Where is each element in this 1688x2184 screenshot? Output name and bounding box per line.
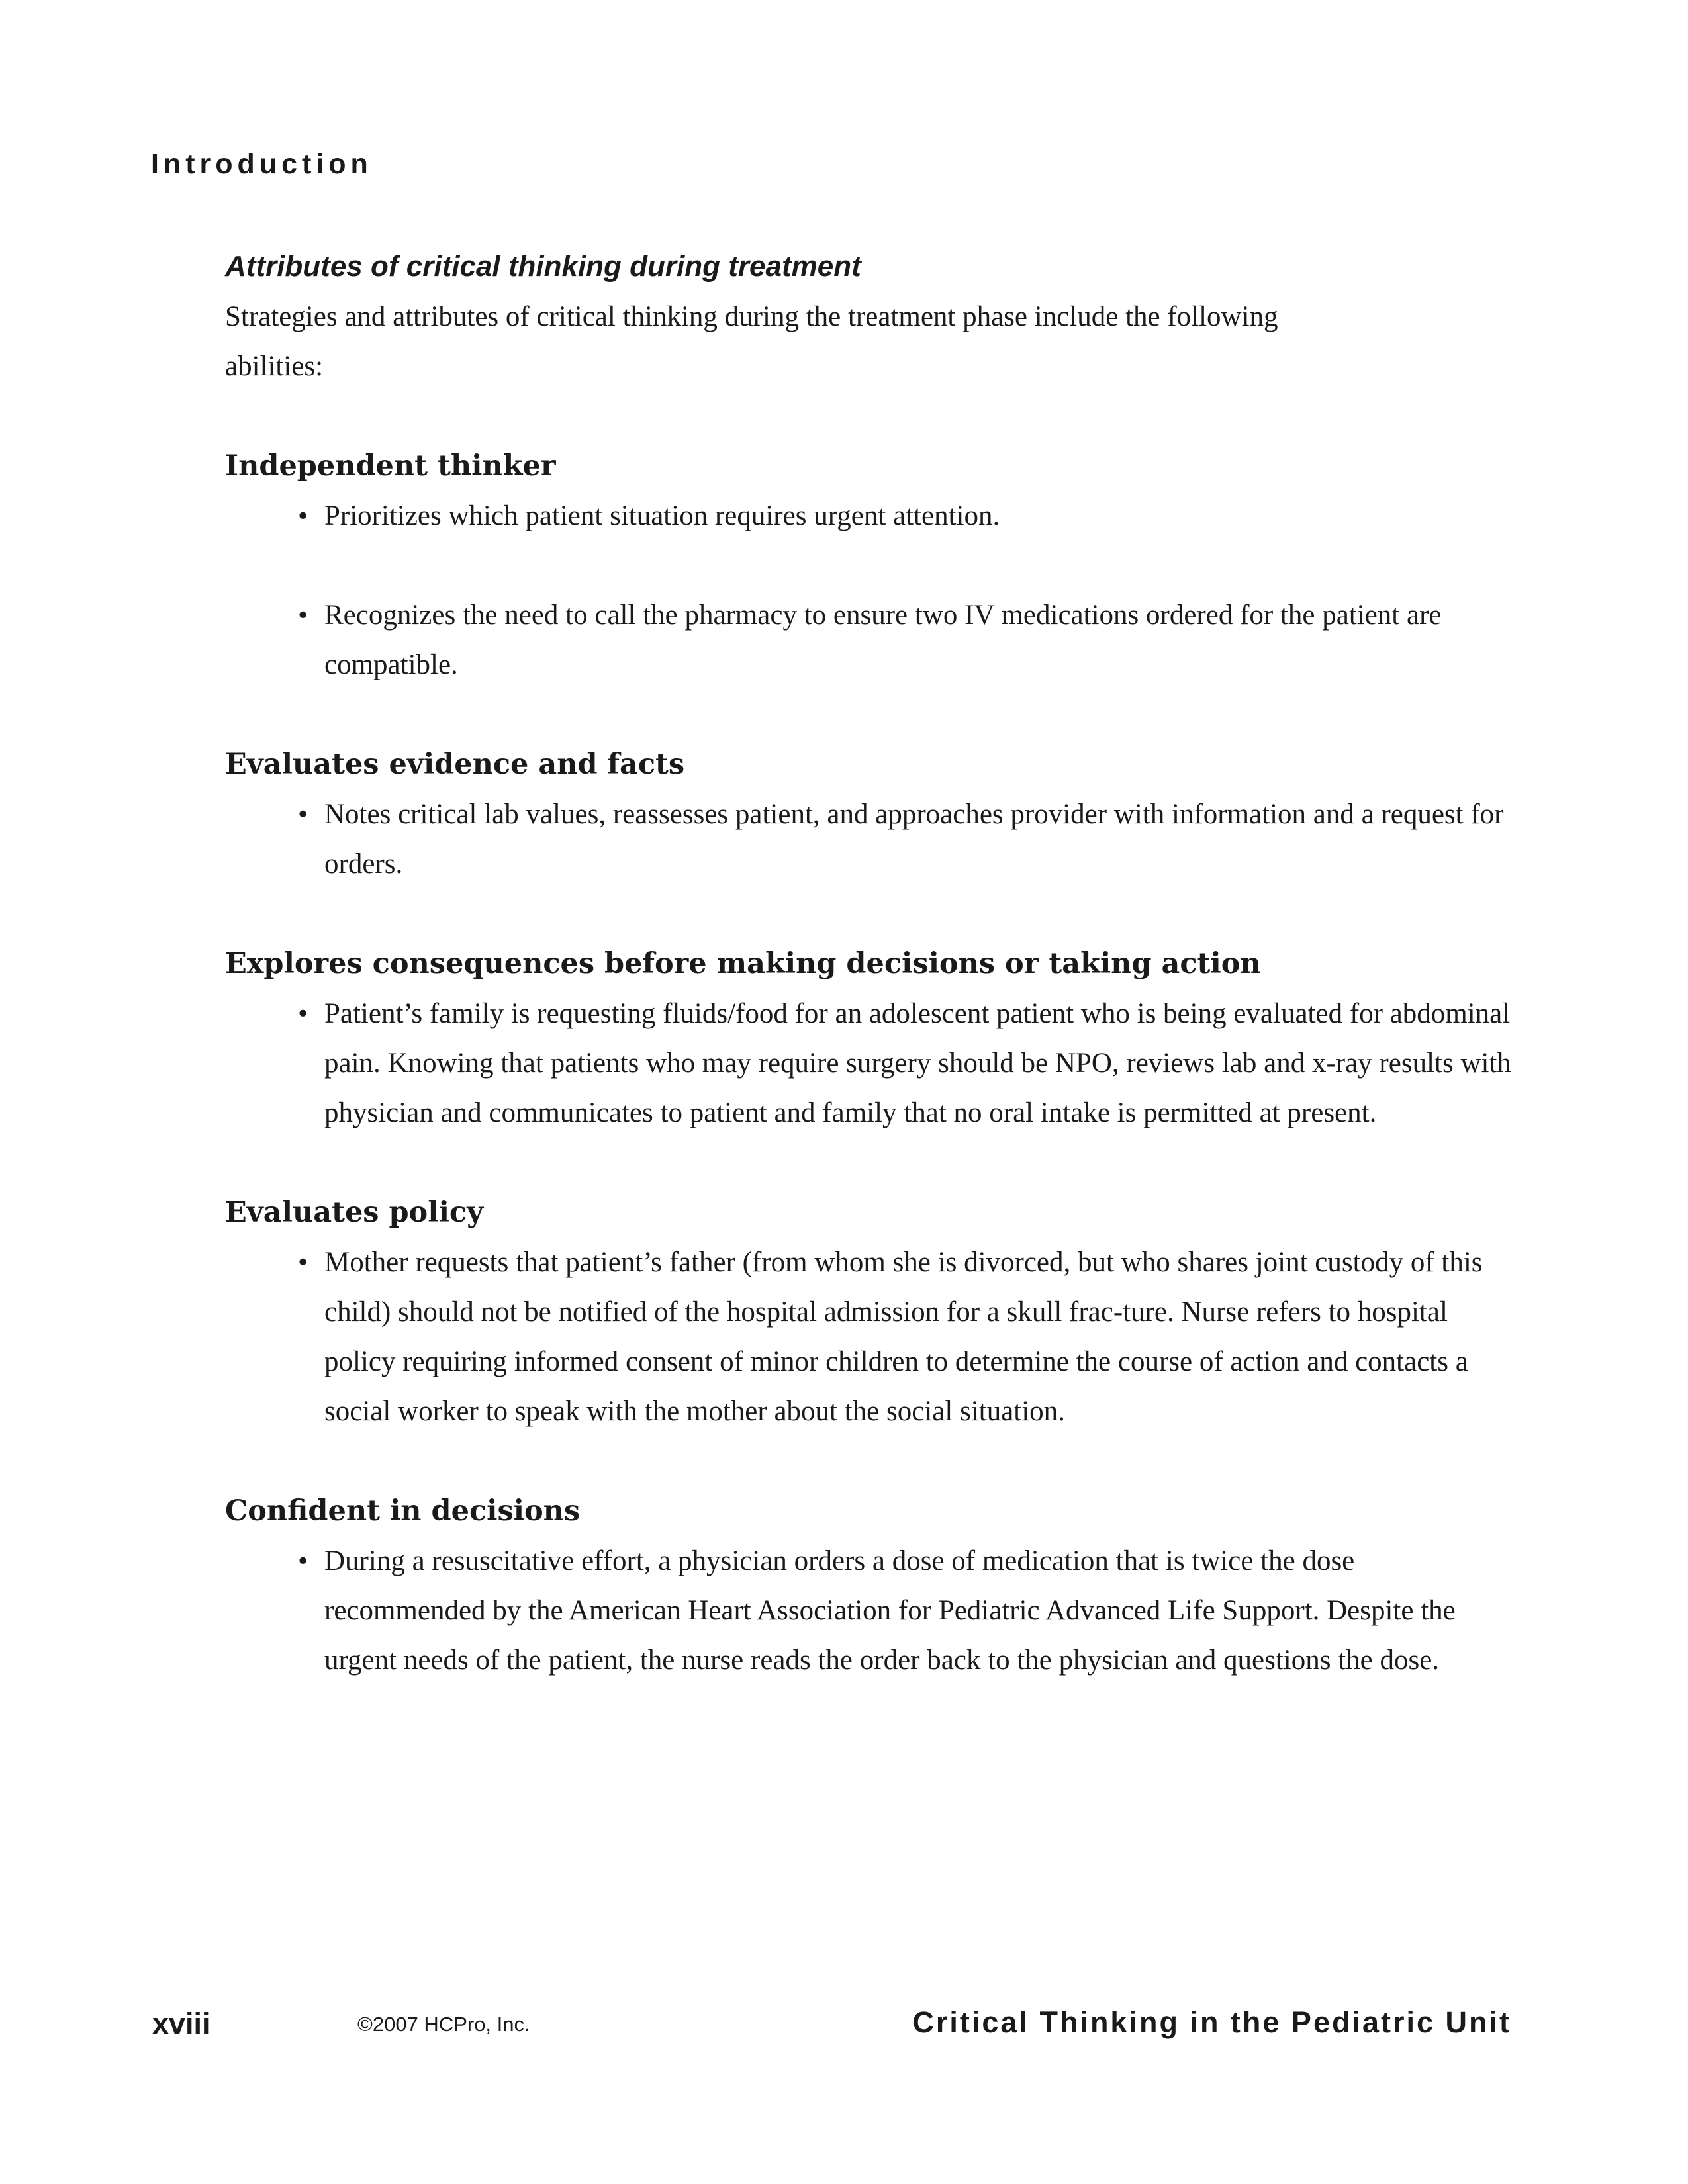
bullet-list (225, 1536, 1516, 1685)
list-item (225, 1536, 1516, 1685)
list-item (225, 491, 1516, 541)
group-heading: Evaluates evidence and facts (225, 748, 685, 781)
bullet-icon: • (298, 1247, 308, 1278)
group-evaluates-policy (225, 1187, 1516, 1436)
list-item (225, 590, 1516, 690)
group-heading: Explores consequences before making decisions or taking action (225, 947, 1261, 980)
bullet-icon: • (298, 500, 308, 531)
bullet-list (225, 989, 1516, 1138)
intro-paragraph: Strategies and attributes of critical thinking during the treatment phase include the following abilities: (225, 301, 1278, 382)
bullet-text: During a resuscitative effort, a physician orders a dose of medication that is twice the dose recommended by the American Heart Association for Pediatric Advanced Life Support. Despite the urgent needs of the patient, the nurse reads the order back to the physician and questions the dose. (324, 1545, 1456, 1676)
bullet-text: Recognizes the need to call the pharmacy to ensure two IV medications ordered for the patient are compatible. (324, 600, 1442, 680)
group-evaluates-evidence (225, 739, 1516, 889)
running-head: Introduction (151, 148, 373, 180)
bullet-icon: • (298, 799, 308, 830)
bullet-list (225, 1238, 1516, 1436)
group-confident-in-decisions (225, 1486, 1516, 1685)
section-title: Attributes of critical thinking during treatment (225, 250, 861, 283)
group-independent-thinker (225, 441, 1516, 690)
group-heading: Confident in decisions (225, 1494, 581, 1527)
bullet-text: Notes critical lab values, reassesses patient, and approaches provider with information and a request for orders. (324, 799, 1504, 880)
group-explores-consequences (225, 938, 1516, 1138)
group-heading: Evaluates policy (225, 1196, 484, 1229)
bullet-text: Patient’s family is requesting fluids/food for an adolescent patient who is being evaluated for abdominal pain. Knowing that patients who may require surgery should be NPO, reviews lab and x-ray results with physician and communicates to patient and family that no oral intake is permitted at present. (324, 998, 1511, 1128)
bullet-list (225, 790, 1516, 889)
page-number: xviii (152, 2007, 211, 2040)
list-item (225, 1238, 1516, 1436)
list-item (225, 989, 1516, 1138)
copyright-notice: ©2007 HCPro, Inc. (357, 2013, 530, 2036)
bullet-icon: • (298, 1545, 308, 1576)
group-heading: Independent thinker (225, 449, 556, 482)
book-title: Critical Thinking in the Pediatric Unit (912, 2005, 1511, 2039)
bullet-list (225, 491, 1516, 690)
page-body (225, 242, 1516, 1685)
bullet-text: Mother requests that patient’s father (from whom she is divorced, but who shares joint custody of this child) should not be notified of the hospital admission for a skull frac-ture. Nurse refers to hospital policy requiring informed consent of minor children to determine the course of action and contacts a social worker to speak with the mother about the social situation. (324, 1247, 1483, 1427)
bullet-icon: • (298, 998, 308, 1029)
list-item (225, 790, 1516, 889)
bullet-icon: • (298, 600, 308, 631)
bullet-text: Prioritizes which patient situation requires urgent attention. (324, 500, 1000, 531)
